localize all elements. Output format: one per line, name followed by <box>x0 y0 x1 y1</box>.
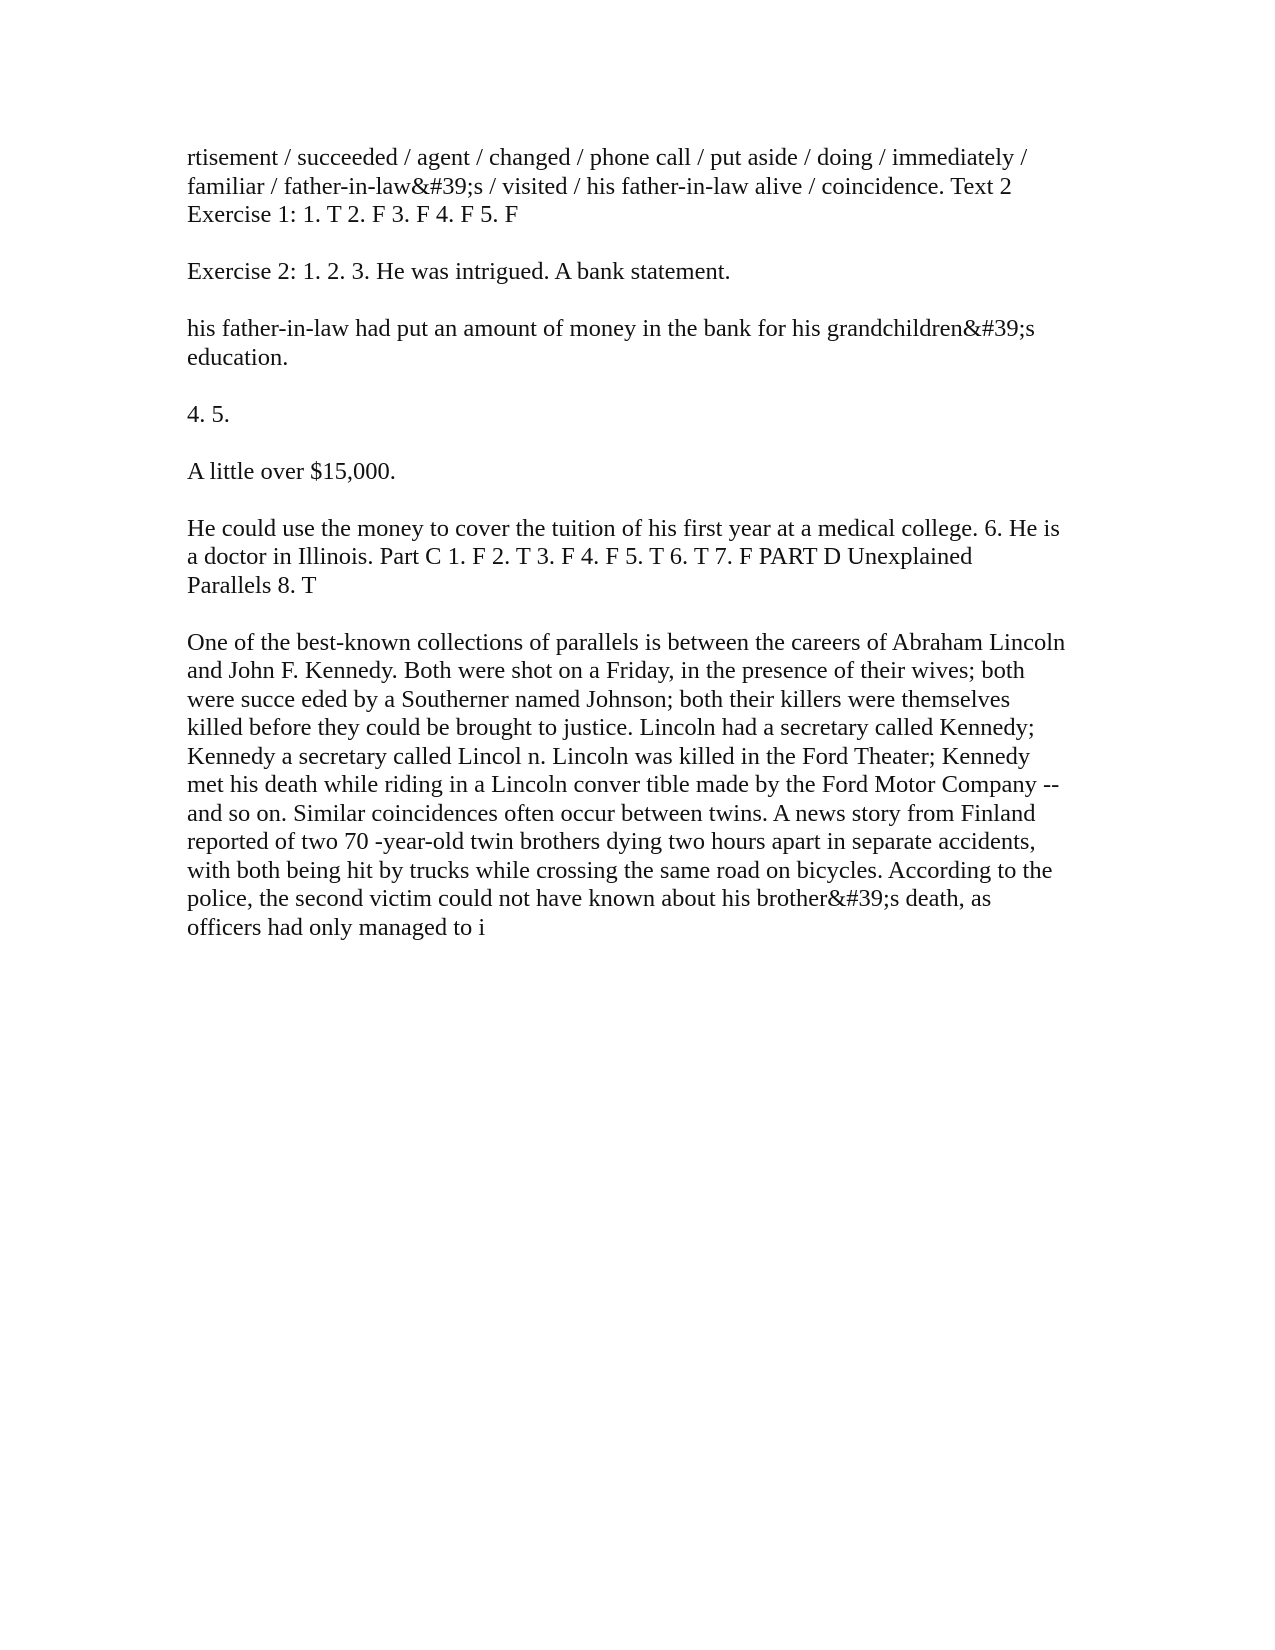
paragraph-bank-answer: his father-in-law had put an amount of money in the bank for his grandchildren&#39;s education. <box>187 315 1035 371</box>
paragraph-tuition-answer: He could use the money to cover the tuition of his first year at a medical college. 6. He is a doctor in Illinois. Part C 1. F 2. T 3. F 4. F 5. T 6. T 7. F PART D Unexplained Parallels 8. T <box>187 514 1060 599</box>
paragraph-exercise-2: Exercise 2: 1. 2. 3. He was intrigued. A bank statement. <box>187 258 731 285</box>
paragraph-answer-list: rtisement / succeeded / agent / changed / phone call / put aside / doing / immediately / familiar / father-in-law&#39;s / visited / his father-in-law alive / coincidence. Text 2 Exercise 1: 1. T 2. F 3. F 4. F 5. F <box>187 144 1028 228</box>
paragraph-question-numbers: 4. 5. <box>187 400 230 428</box>
paragraph-parallels-text: One of the best-known collections of parallels is between the careers of Abraham Lincoln and John F. Kennedy. Both were shot on a Friday, in the presence of their wives; both were succe eded by a Southerner named Johnson; both their killers were themselves killed before they could be brought to justice. Lincoln had a secretary called Kennedy; Kennedy a secretary called Lincol n. Lincoln was killed in the Ford Theater; Kennedy met his death while riding in a Lincoln conver tible made by the Ford Motor Company -- and so on. Similar coincidences often occur between twins. A news story from Finland reported of two 70 -year-old twin brothers dying two hours apart in separate accidents, with both being hit by trucks while crossing the same road on bicycles. According to the police, the second victim could not have known about his brother&#39;s death, as officers had only managed to i <box>187 628 1066 941</box>
document-body <box>187 144 1092 942</box>
paragraph-amount: A little over $15,000. <box>187 457 396 485</box>
